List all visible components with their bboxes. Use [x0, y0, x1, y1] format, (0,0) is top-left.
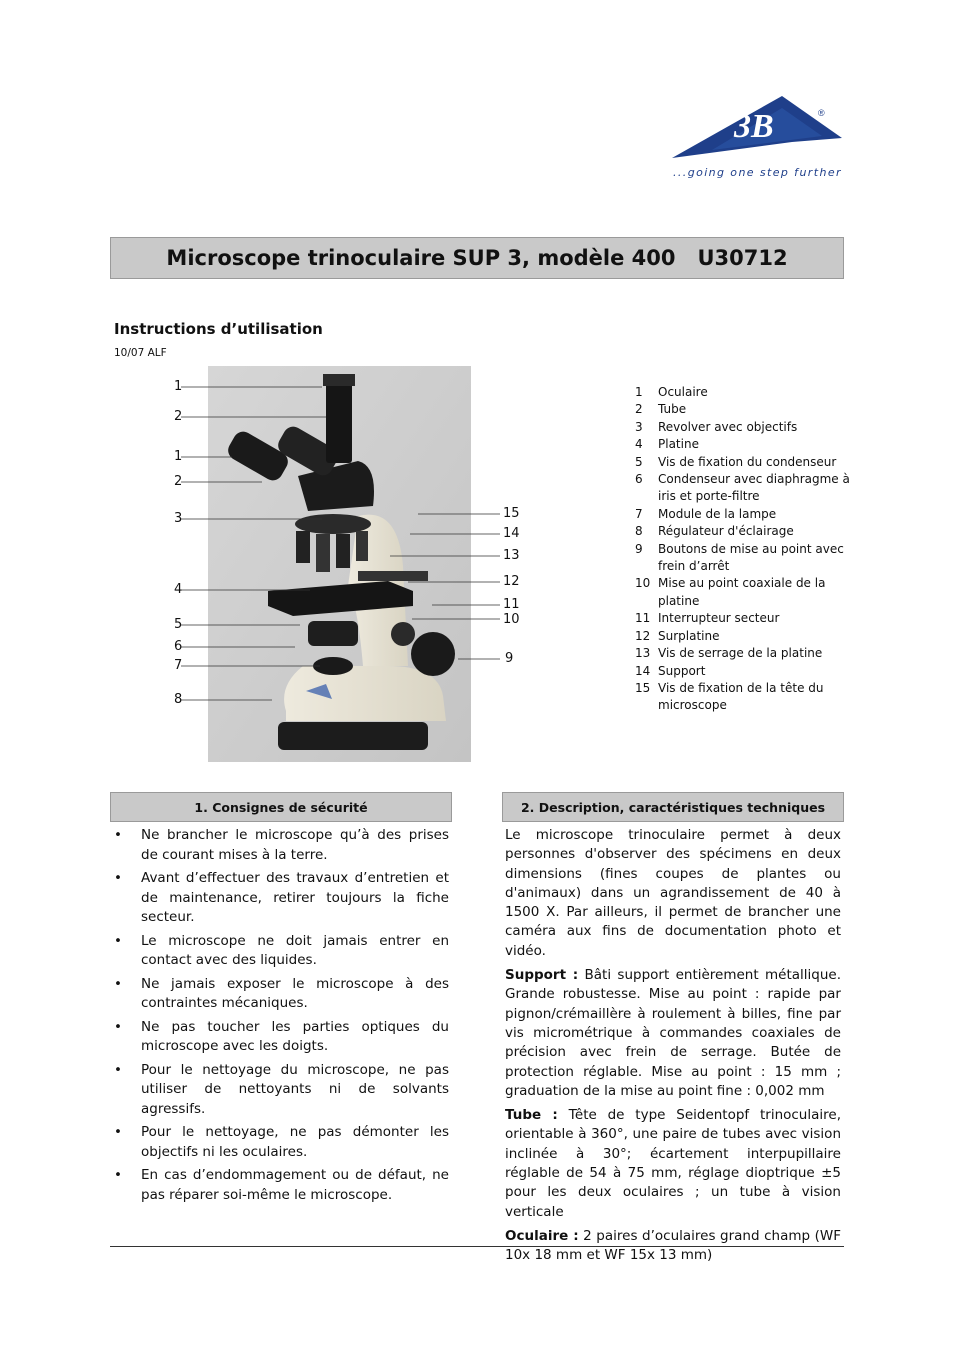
instructions-heading: Instructions d’utilisation — [114, 320, 323, 338]
list-item: 8 Régulateur d'éclairage — [635, 524, 794, 539]
logo-tagline: ...going one step further — [673, 166, 842, 179]
list-item: 6 Condenseur avec diaphragme à iris et porte-filtre — [635, 472, 850, 504]
callout-stage-focus: 10 — [503, 612, 520, 627]
list-item: 10 Mise au point coaxiale de la platine — [635, 576, 826, 608]
list-item: 1 Oculaire — [635, 385, 708, 399]
callout-lamp: 7 — [174, 658, 183, 673]
callout-condenser-screw: 5 — [174, 617, 183, 632]
bullet-icon: • — [114, 975, 122, 992]
bullet-icon: • — [114, 1018, 122, 1035]
bullet-icon: • — [114, 870, 122, 886]
list-item: • Ne brancher le microscope qu’à des prises de courant mises à la terre. — [110, 826, 449, 865]
callout-condenser: 6 — [174, 639, 183, 654]
microscope-photo — [208, 366, 471, 762]
bullet-icon: • — [114, 1167, 122, 1183]
callout-nosepiece: 3 — [174, 511, 183, 526]
title-bar — [110, 237, 844, 279]
list-item: • Avant d’effectuer des travaux d’entretien et de maintenance, retirer toujours la fiche secteur. — [110, 869, 449, 928]
list-item: 3 Revolver avec objectifs — [635, 419, 798, 434]
list-item: 12 Surplatine — [635, 628, 720, 643]
safety-section-heading: 1. Consignes de sécurité — [110, 792, 452, 822]
description-section-heading: 2. Description, caractéristiques techniques — [502, 792, 844, 822]
logo-mark: 3B — [734, 108, 774, 145]
list-item: • Pour le nettoyage du microscope, ne pas utiliser de nettoyants ni de solvants agressifs. — [110, 1061, 449, 1120]
list-item: 11 Interrupteur secteur — [635, 611, 780, 626]
list-item: 15 Vis de fixation de la tête du microscope — [635, 680, 824, 713]
callout-eyepiece: 1 — [174, 449, 183, 464]
callout-head-screw: 15 — [503, 506, 520, 521]
logo-registered: ® — [818, 108, 825, 118]
description-intro: Le microscope trinoculaire permet à deux personnes d'observer des spécimens en deux dimensions (fines coupes de plantes ou d'animaux) dans un agrandissement de 40 à 1500 X. Par ailleurs, il permet de brancher une caméra aux fins de documentation photo et vidéo. — [505, 827, 841, 959]
list-item: • Ne pas toucher les parties optiques du microscope avec les doigts. — [110, 1018, 449, 1057]
list-item: • En cas d’endommagement ou de défaut, ne pas réparer soi-même le microscope. — [110, 1166, 449, 1205]
list-item: • Pour le nettoyage, ne pas démonter les objectifs ni les oculaires. — [110, 1123, 449, 1162]
document-code: 10/07 ALF — [114, 347, 167, 359]
callout-tube: 2 — [174, 474, 183, 489]
list-item: 9 Boutons de mise au point avec frein d’arrêt — [635, 541, 844, 574]
bullet-icon: • — [114, 827, 122, 843]
list-item: 14 Support — [635, 663, 706, 678]
footer-divider — [110, 1246, 844, 1247]
bullet-icon: • — [114, 932, 122, 949]
list-item: 5 Vis de fixation du condenseur — [635, 454, 837, 469]
callout-focus-knobs: 9 — [505, 651, 514, 666]
description-paragraph: Support : Bâti support entièrement métallique. Grande robustesse. Mise au point : rapide par pignon/crémaillère à roulement à billes, fine par vis micrométrique à commandes coaxiales de précision avec frein de serrage. Butée de protection réglable. Mise au point : 15 mm ; graduation de la mise au point fine : 0,002 mm — [505, 967, 841, 1099]
safety-list — [110, 826, 449, 1209]
list-item: 7 Module de la lampe — [635, 506, 777, 521]
parts-list — [635, 384, 850, 715]
callout-stage-lock: 13 — [503, 548, 520, 563]
bullet-icon: • — [114, 1061, 122, 1078]
list-item: 4 Platine — [635, 437, 699, 452]
callout-power-switch: 11 — [503, 597, 520, 612]
bullet-icon: • — [114, 1124, 122, 1140]
page-title: Microscope trinoculaire SUP 3, modèle 400 U30712 — [166, 246, 788, 270]
callout-support: 14 — [503, 526, 520, 541]
callout-mechanical-stage: 12 — [503, 574, 520, 589]
description-paragraph: Oculaire : 2 paires d’oculaires grand champ (WF 10x 18 mm et WF 15x 13 mm) — [505, 1227, 841, 1264]
list-item: 2 Tube — [635, 402, 687, 417]
description-body — [505, 826, 841, 1271]
list-item: • Ne jamais exposer le microscope à des contraintes mécaniques. — [110, 975, 449, 1014]
callout-eyepiece: 1 — [174, 379, 183, 394]
description-paragraph: Tube : Tête de type Seidentopf trinoculaire, orientable à 360°, une paire de tubes avec vision inclinée à 30°; écartement interpupillaire réglable de 54 à 75 mm, réglage dioptrique ±5 pour les deux oculaires ; un tube à vision verticale — [505, 1107, 841, 1220]
list-item: • Le microscope ne doit jamais entrer en contact avec des liquides. — [110, 932, 449, 971]
callout-stage: 4 — [174, 582, 183, 597]
callout-light-regulator: 8 — [174, 692, 183, 707]
list-item: 13 Vis de serrage de la platine — [635, 646, 823, 661]
callout-tube: 2 — [174, 409, 183, 424]
